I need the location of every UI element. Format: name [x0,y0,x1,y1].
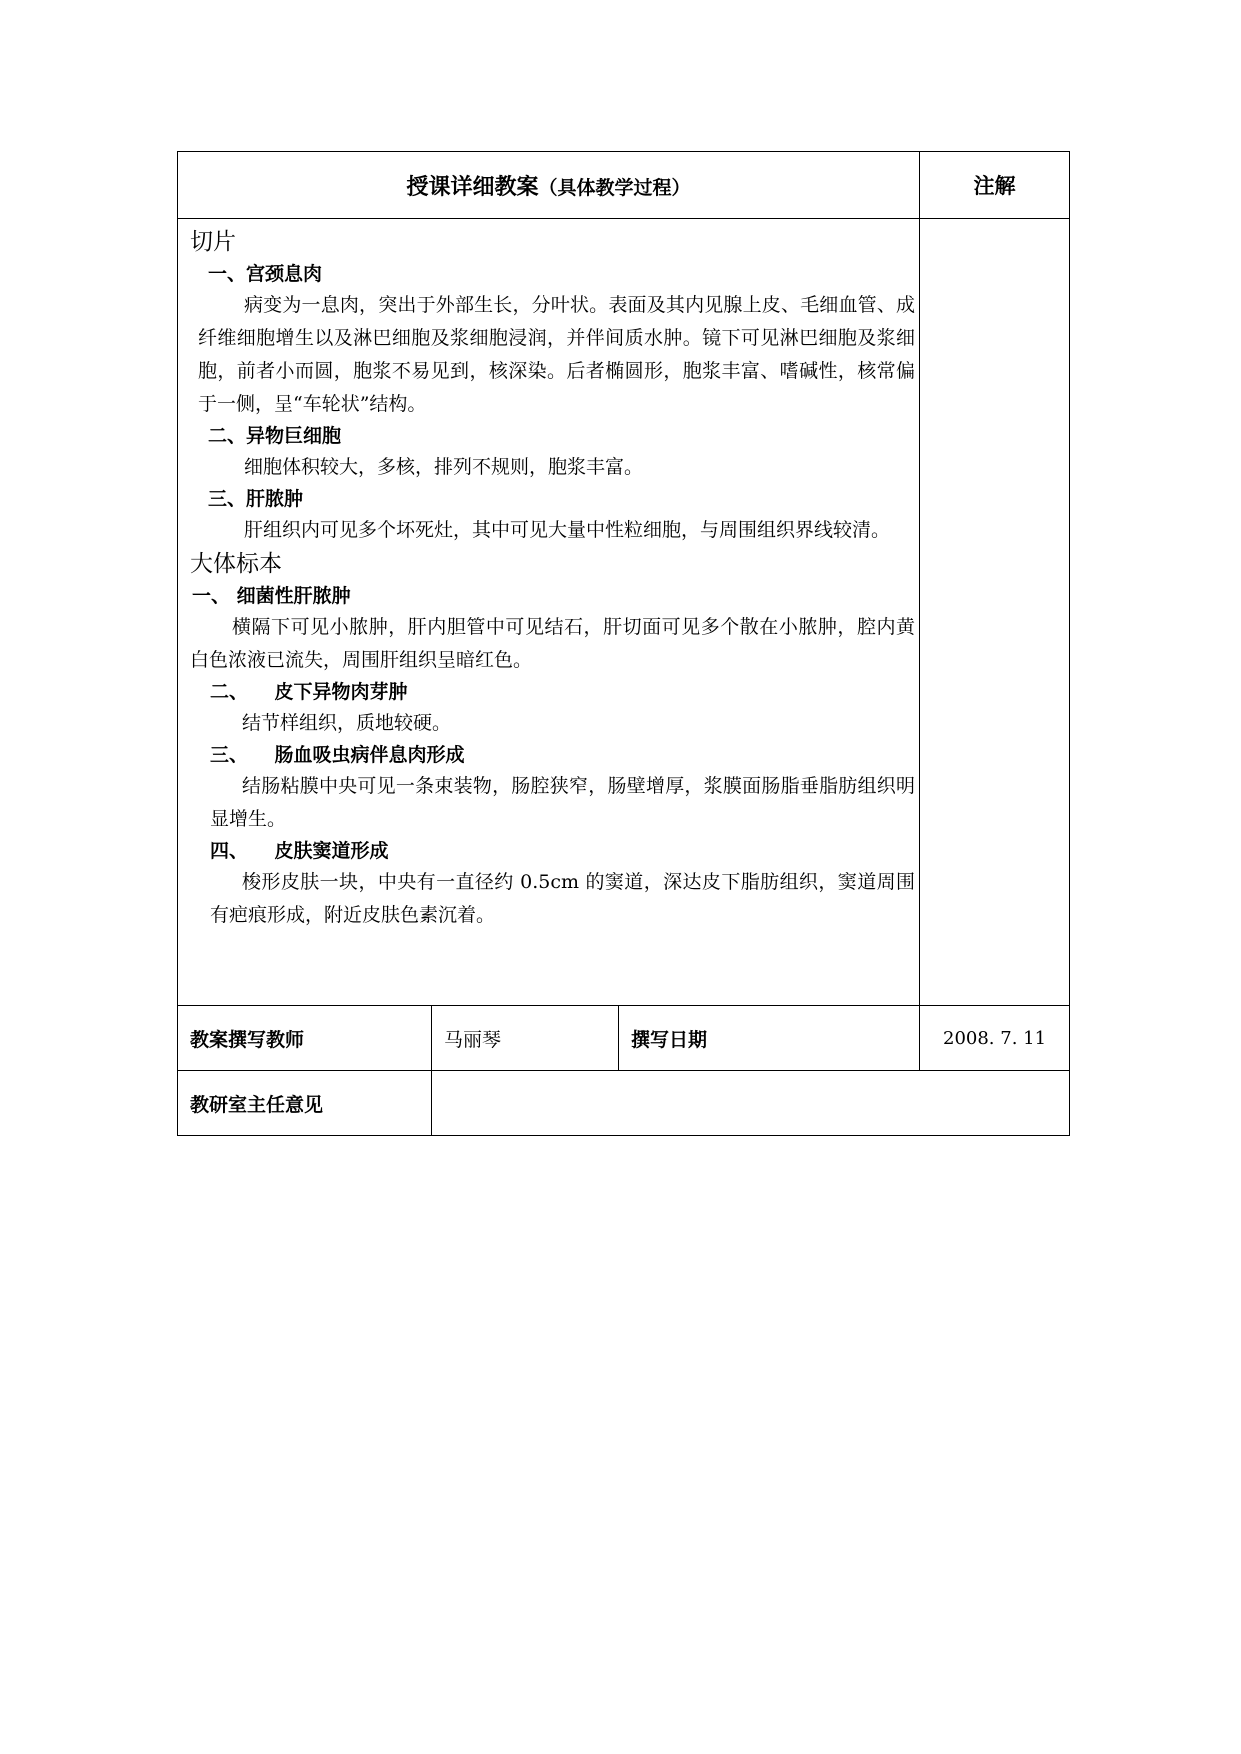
date-label: 撰写日期 [631,1028,708,1051]
section-title-slides: 切片 [190,229,236,255]
date-label-cell [619,1006,920,1071]
subsection-text: 细胞体积较大，多核，排列不规则，胞浆丰富。 [244,456,644,478]
director-label: 教研室主任意见 [190,1093,324,1116]
subsection-text: 梭形皮肤一块，中央有一直径约 0.5cm 的窦道，深达皮下脂肪组织，窦道周围有疤痕形成，附近皮肤色素沉着。 [210,871,916,926]
teacher-name-cell [432,1006,619,1071]
teacher-label: 教案撰写教师 [190,1028,305,1051]
lesson-content-cell [178,219,920,1006]
lesson-plan-table [177,151,1070,1136]
subsection-heading: 二、异物巨细胞 [208,425,342,447]
teacher-label-cell [178,1006,432,1071]
subsection-heading: 三、肝脓肿 [208,488,304,510]
subsection-text: 结肠粘膜中央可见一条束装物，肠腔狭窄，肠壁增厚，浆膜面肠脂垂脂肪组织明显增生。 [210,775,916,830]
teacher-name: 马丽琴 [444,1028,502,1051]
subsection-text: 病变为一息肉，突出于外部生长，分叶状。表面及其内见腺上皮、毛细血管、成纤维细胞增生以及淋巴细胞及浆细胞浸润，并伴间质水肿。镜下可见淋巴细胞及浆细胞，前者小而圆，胞浆不易见到，核深染。后者椭圆形，胞浆丰富、嗜碱性，核常偏于一侧，呈“车轮状”结构。 [198,294,916,415]
subsection-heading: 二、 皮下异物肉芽肿 [210,681,408,703]
subsection-heading: 四、 皮肤窦道形成 [210,840,389,862]
subsection-heading: 一、 细菌性肝脓肿 [192,585,351,607]
section-title-gross-specimens: 大体标本 [190,551,282,577]
notes-content-cell [920,219,1070,1006]
notes-header-label: 注解 [973,174,1016,198]
director-opinion-cell [432,1071,1070,1136]
subsection-heading: 一、宫颈息肉 [208,263,323,285]
subsection-heading: 三、 肠血吸虫病伴息肉形成 [210,744,465,766]
subsection-text: 肝组织内可见多个坏死灶，其中可见大量中性粒细胞，与周围组织界线较清。 [244,519,891,541]
page-title-subtitle: （具体教学过程） [538,176,691,199]
subsection-text: 横隔下可见小脓肿，肝内胆管中可见结石，肝切面可见多个散在小脓肿，腔内黄白色浓液已流失，周围肝组织呈暗红色。 [190,616,916,671]
subsection-text: 结节样组织，质地较硬。 [242,712,452,734]
date-value: 2008. 7. 11 [943,1027,1047,1049]
notes-header-cell [920,152,1070,219]
page-title: 授课详细教案 [406,174,539,200]
date-value-cell [920,1006,1070,1071]
director-label-cell [178,1071,432,1136]
table-header-title-cell [178,152,920,219]
